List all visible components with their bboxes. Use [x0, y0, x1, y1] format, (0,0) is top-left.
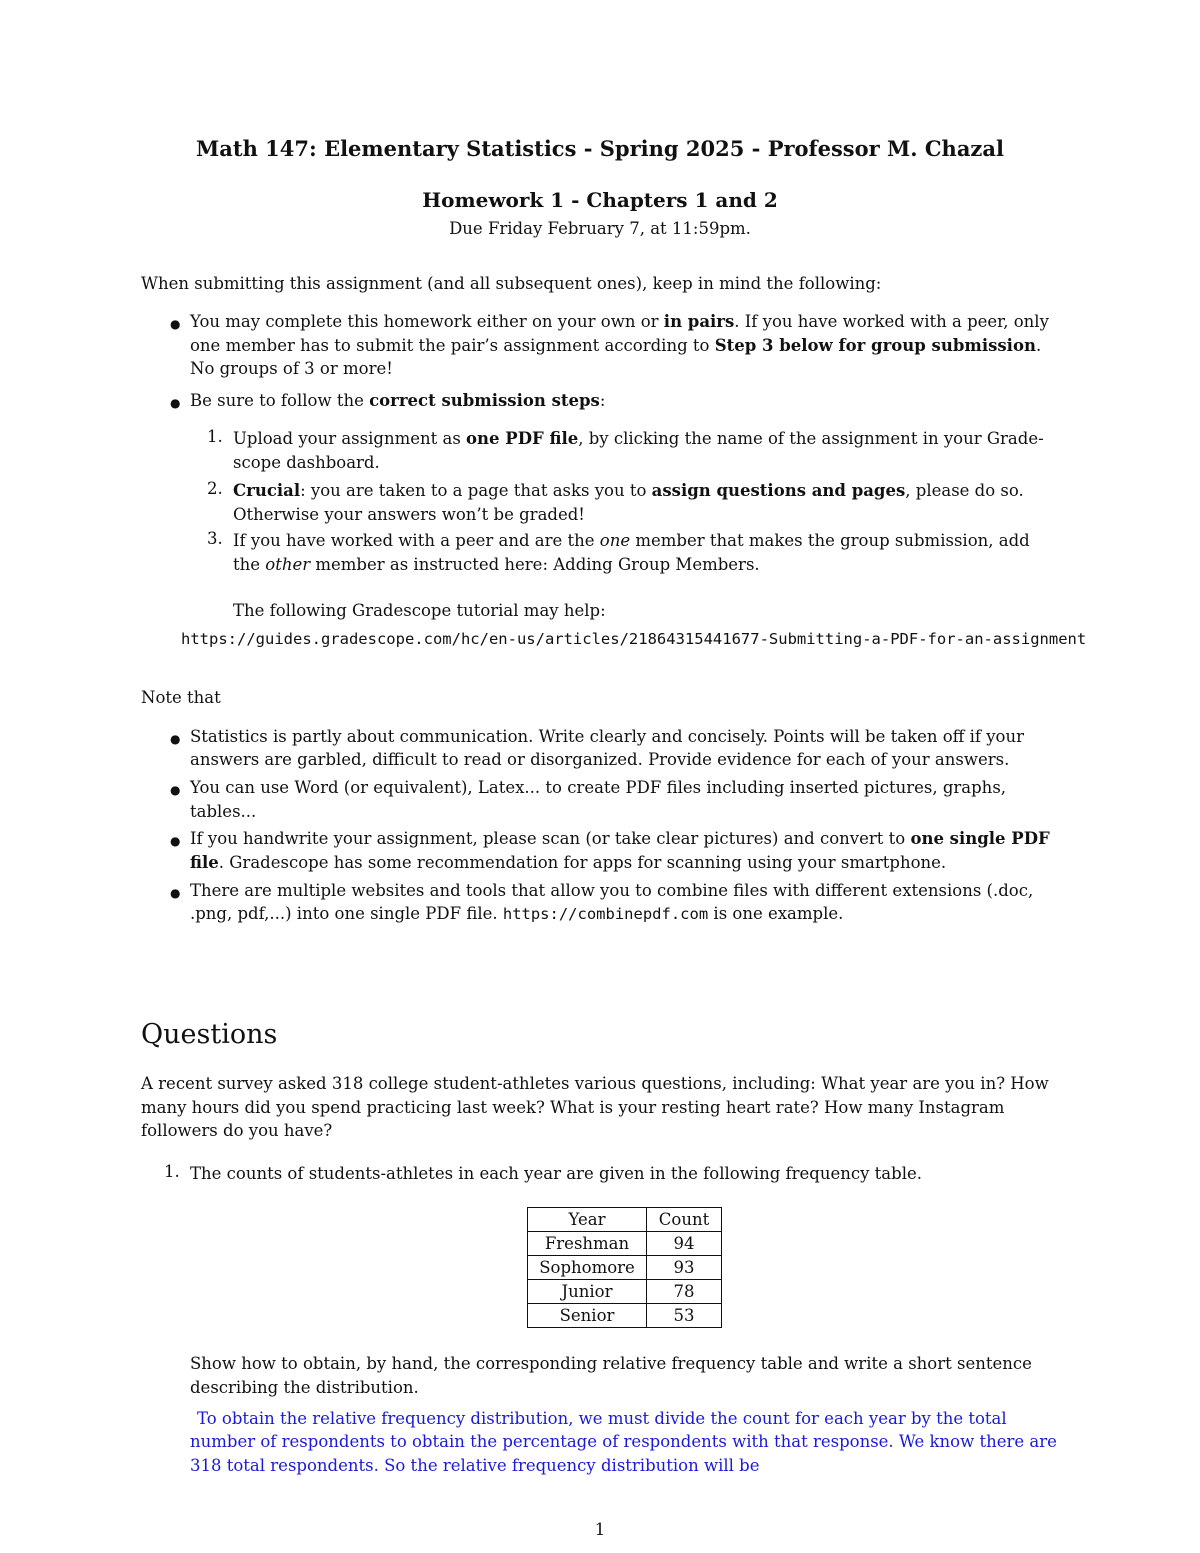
text-span: If you have worked with a peer and are the [233, 531, 600, 550]
intro-text: When submitting this assignment (and all subsequent ones), keep in mind the following: [141, 274, 882, 293]
step3-line2 [233, 553, 760, 577]
text-span: member that makes the group submission, add [630, 531, 1030, 550]
text-span: , please do so. [905, 481, 1024, 500]
step2-line2: Otherwise your answers won’t be graded! [233, 505, 585, 524]
tutorial-url-link[interactable]: https://guides.gradescope.com/hc/en-us/articles/21864315441677-Submitting-a-PDF-for-an-assignment [181, 630, 1087, 648]
step1-line2: scope dashboard. [233, 453, 380, 472]
answer-line1: To obtain the relative frequency distribution, we must divide the count for each year by the total [197, 1409, 1007, 1428]
note2-line1: You can use Word (or equivalent), Latex... to create PDF files including inserted pictures, graphs, [190, 778, 1007, 797]
text-span: . If you have worked with a peer, only [734, 312, 1049, 331]
bold-span: Step 3 below for group submission [714, 336, 1036, 355]
prompt-line1: Show how to obtain, by hand, the corresponding relative frequency table and write a short sentence [190, 1354, 1032, 1373]
bold-span: file [190, 853, 219, 872]
text-span: one member has to submit the pair’s assignment according to [190, 336, 715, 355]
italic-span: one [599, 531, 631, 550]
table-header-cell: Year [528, 1208, 647, 1232]
italic-span: other [265, 555, 311, 574]
bullet-icon: ● [170, 317, 181, 331]
tutorial-text: The following Gradescope tutorial may help: [233, 601, 606, 620]
table-cell: 94 [647, 1232, 722, 1256]
text-span: : you are taken to a page that asks you to [300, 481, 652, 500]
table-row [528, 1304, 722, 1328]
text-span: Be sure to follow the [190, 391, 370, 410]
answer-line2: number of respondents to obtain the percentage of respondents with that response. We know there are [190, 1432, 1057, 1451]
step3-line1 [233, 529, 1030, 553]
text-span: .png, pdf,...) into one single PDF file. [190, 904, 503, 923]
table-cell: Senior [528, 1304, 647, 1328]
note-that-label: Note that [141, 688, 221, 707]
step-number: 2. [207, 479, 223, 498]
course-title: Math 147: Elementary Statistics - Spring 2025 - Professor M. Chazal [196, 136, 1004, 161]
bullet-steps-line [190, 389, 605, 413]
bullet-pairs-line1 [190, 310, 1049, 334]
text-span: . Gradescope has some recommendation for apps for scanning using your smartphone. [218, 853, 947, 872]
combinepdf-link[interactable]: https://combinepdf.com [502, 905, 709, 923]
note2-line2: tables... [190, 802, 257, 821]
question-number: 1. [164, 1162, 180, 1181]
prompt-line2: describing the distribution. [190, 1378, 419, 1397]
question1-text: The counts of students-athletes in each year are given in the following frequency table. [190, 1164, 922, 1183]
bold-span: correct submission steps [369, 391, 600, 410]
bullet-icon: ● [170, 783, 181, 797]
bullet-icon: ● [170, 834, 181, 848]
table-cell: Sophomore [528, 1256, 647, 1280]
note3-line1 [190, 827, 1050, 851]
adding-group-members-link[interactable]: member as instructed here: Adding Group Members. [310, 555, 760, 574]
bullet-pairs-line3: No groups of 3 or more! [190, 359, 393, 378]
table-cell: 93 [647, 1256, 722, 1280]
bold-span: assign questions and pages [651, 481, 906, 500]
table-cell: 53 [647, 1304, 722, 1328]
text-span: If you handwrite your assignment, please scan (or take clear pictures) and convert to [190, 829, 911, 848]
bold-span: one single PDF [910, 829, 1050, 848]
frequency-table [527, 1207, 722, 1328]
note1-line1: Statistics is partly about communication. Write clearly and concisely. Points will be taken off if your [190, 727, 1025, 746]
answer-line3: 318 total respondents. So the relative frequency distribution will be [190, 1456, 760, 1475]
survey-line2: many hours did you spend practicing last week? What is your resting heart rate? How many Instagram [141, 1098, 1005, 1117]
step1-line1 [233, 427, 1044, 451]
text-span: Upload your assignment as [233, 429, 467, 448]
bold-span: in pairs [663, 312, 735, 331]
bold-span: one PDF file [466, 429, 579, 448]
table-header-row [528, 1208, 722, 1232]
table-cell: Freshman [528, 1232, 647, 1256]
text-span: . [1035, 336, 1042, 355]
text-span: is one example. [708, 904, 844, 923]
note4-line2 [190, 902, 843, 926]
bullet-icon: ● [170, 886, 181, 900]
table-row [528, 1232, 722, 1256]
bold-span: Crucial [233, 481, 301, 500]
questions-heading: Questions [141, 1019, 278, 1050]
bullet-icon: ● [170, 396, 181, 410]
step-number: 3. [207, 529, 223, 548]
table-row [528, 1256, 722, 1280]
step2-line1 [233, 479, 1024, 503]
table-cell: Junior [528, 1280, 647, 1304]
homework-title: Homework 1 - Chapters 1 and 2 [422, 188, 778, 212]
table-header-cell: Count [647, 1208, 722, 1232]
survey-line1: A recent survey asked 318 college student-athletes various questions, including: What year are you in? How [141, 1074, 1049, 1093]
due-date: Due Friday February 7, at 11:59pm. [449, 219, 751, 238]
text-span: , by clicking the name of the assignment in your Grade- [578, 429, 1044, 448]
bullet-pairs-line2 [190, 334, 1041, 358]
note4-line1: There are multiple websites and tools that allow you to combine files with different extensions (.doc, [190, 881, 1034, 900]
note3-line2 [190, 851, 946, 875]
bullet-icon: ● [170, 732, 181, 746]
text-span: the [233, 555, 266, 574]
note1-line2: answers are garbled, difficult to read or disorganized. Provide evidence for each of your answers. [190, 750, 1010, 769]
survey-line3: followers do you have? [141, 1121, 333, 1140]
text-span: You may complete this homework either on your own or [190, 312, 664, 331]
step-number: 1. [207, 427, 223, 446]
table-row [528, 1280, 722, 1304]
table-cell: 78 [647, 1280, 722, 1304]
page-number: 1 [594, 1520, 606, 1539]
text-span: : [599, 391, 606, 410]
